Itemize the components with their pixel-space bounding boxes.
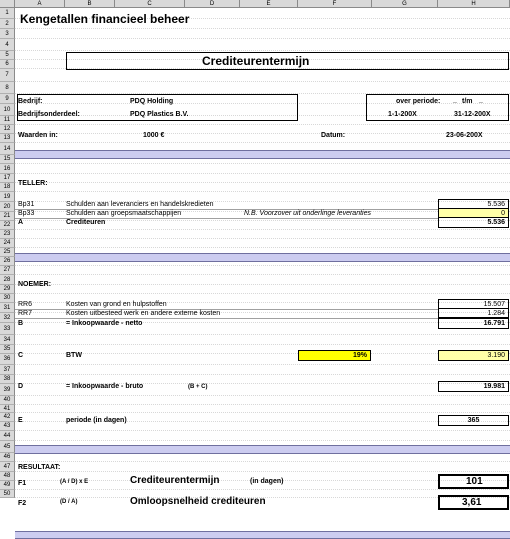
row-header[interactable]: 21 xyxy=(0,212,15,221)
btw-percentage-input[interactable]: 19% xyxy=(298,350,371,361)
periode-to[interactable]: 31-12-200X xyxy=(454,111,491,118)
f1-label: Crediteurentermijn xyxy=(130,475,220,486)
row-header[interactable]: 37 xyxy=(0,365,15,375)
gridline xyxy=(15,293,510,294)
gridline xyxy=(15,238,510,239)
row-header[interactable]: 41 xyxy=(0,405,15,413)
f2-value: 3,61 xyxy=(462,497,482,508)
onderdeel-value[interactable]: PDQ Plastics B.V. xyxy=(130,111,189,118)
datum-value[interactable]: 23-06-200X xyxy=(446,132,483,139)
row-header[interactable]: 4 xyxy=(0,39,15,51)
noemer-heading: NOEMER: xyxy=(18,281,52,288)
f1-value: 101 xyxy=(466,476,483,487)
periode-label: over periode: xyxy=(396,98,441,105)
row-header[interactable]: 17 xyxy=(0,174,15,183)
column-header[interactable]: F xyxy=(298,0,372,8)
row-header[interactable]: 9 xyxy=(0,94,15,104)
rr6-code: RR6 xyxy=(18,301,33,308)
gridline xyxy=(15,404,510,405)
column-header[interactable]: E xyxy=(240,0,298,8)
resultaat-heading: RESULTAAT: xyxy=(18,464,61,471)
gridline xyxy=(15,265,510,266)
bedrijf-label: Bedrijf: xyxy=(18,98,43,105)
separator-band xyxy=(15,253,510,262)
gridline xyxy=(15,133,510,134)
gridline xyxy=(15,471,510,472)
f2-formula: (D / A) xyxy=(60,499,78,505)
bp31-label: Schulden aan leveranciers en handelskredieten xyxy=(66,201,214,208)
row-header[interactable]: 35 xyxy=(0,345,15,354)
rr7-value[interactable]: 1.284 xyxy=(438,308,509,318)
row-header[interactable]: 40 xyxy=(0,396,15,405)
row-header[interactable]: 19 xyxy=(0,192,15,202)
b-code: B xyxy=(18,320,24,327)
row-header[interactable]: 50 xyxy=(0,490,15,498)
row-header[interactable]: 15 xyxy=(0,155,15,164)
gridline xyxy=(15,182,510,183)
bp33-note: N.B. Voorzover uit onderlinge leveranties xyxy=(244,210,371,217)
column-header[interactable]: C xyxy=(115,0,185,8)
d-code: D xyxy=(18,383,24,390)
row-header[interactable]: 26 xyxy=(0,257,15,266)
periode-tm: t/m xyxy=(462,98,473,105)
row-header[interactable]: 7 xyxy=(0,69,15,82)
f2-code: F2 xyxy=(18,500,27,507)
row-header[interactable]: 33 xyxy=(0,323,15,335)
a-value: 5.536 xyxy=(438,217,509,228)
gridline xyxy=(15,284,510,285)
row-header[interactable]: 42 xyxy=(0,413,15,422)
bp33-code: Bp33 xyxy=(18,210,35,217)
f2-label: Omloopsnelheid crediteuren xyxy=(130,496,266,507)
row-header[interactable]: 27 xyxy=(0,266,15,275)
row-header[interactable]: 25 xyxy=(0,248,15,257)
waarden-value[interactable]: 1000 € xyxy=(143,132,165,139)
bedrijf-value[interactable]: PDQ Holding xyxy=(130,98,174,105)
d-formula: (B + C) xyxy=(188,384,208,390)
row-header[interactable]: 47 xyxy=(0,462,15,472)
row-header[interactable]: 36 xyxy=(0,354,15,365)
row-header[interactable]: 28 xyxy=(0,275,15,285)
row-header[interactable]: 45 xyxy=(0,441,15,453)
column-header[interactable]: G xyxy=(372,0,438,8)
e-code: E xyxy=(18,417,23,424)
f1-unit: (in dagen) xyxy=(250,478,284,485)
bp31-code: Bp31 xyxy=(18,201,35,208)
rr6-value[interactable]: 15.507 xyxy=(438,299,509,309)
section-subtitle: Crediteurentermijn xyxy=(202,54,310,68)
row-header[interactable]: 48 xyxy=(0,472,15,481)
row-header[interactable]: 8 xyxy=(0,82,15,94)
datum-label: Datum: xyxy=(321,132,346,139)
rr7-code: RR7 xyxy=(18,310,33,317)
row-header[interactable]: 34 xyxy=(0,335,15,345)
gridline xyxy=(15,440,510,441)
column-header[interactable]: A xyxy=(15,0,65,8)
rr7-label: Kosten uitbesteed werk en andere externe kosten xyxy=(66,310,221,317)
rr6-label: Kosten van grond en hulpstoffen xyxy=(66,301,167,308)
row-header[interactable]: 44 xyxy=(0,431,15,441)
row-header[interactable]: 1 xyxy=(0,8,15,19)
d-value: 19.981 xyxy=(438,381,509,392)
separator-band xyxy=(15,445,510,454)
d-label: = Inkoopwaarde - bruto xyxy=(66,383,144,390)
gridline xyxy=(15,364,510,365)
gridline xyxy=(15,412,510,413)
c-label: BTW xyxy=(66,352,82,359)
row-header[interactable]: 20 xyxy=(0,202,15,212)
row-header[interactable]: 2 xyxy=(0,19,15,29)
bp33-value[interactable]: 0 xyxy=(438,208,509,218)
gridline xyxy=(15,430,510,431)
row-header[interactable]: 5 xyxy=(0,51,15,60)
gridline xyxy=(15,489,510,490)
gridline xyxy=(15,395,510,396)
gridline xyxy=(15,334,510,335)
row-header[interactable]: 12 xyxy=(0,125,15,134)
gridline xyxy=(15,163,510,164)
gridline xyxy=(15,344,510,345)
row-header[interactable]: 39 xyxy=(0,384,15,396)
gridline xyxy=(15,353,510,354)
b-value: 16.791 xyxy=(438,318,509,329)
gridline xyxy=(15,229,510,230)
column-header[interactable]: H xyxy=(438,0,510,8)
column-header[interactable]: D xyxy=(185,0,240,8)
bp33-label: Schulden aan groepsmaatschappijen xyxy=(66,210,182,217)
gridline xyxy=(15,142,510,143)
a-code: A xyxy=(18,219,24,226)
row-header[interactable]: 38 xyxy=(0,375,15,384)
gridline xyxy=(15,124,510,125)
gridline xyxy=(15,461,510,462)
b-label: = Inkoopwaarde - netto xyxy=(66,320,143,327)
gridline xyxy=(15,274,510,275)
periode-from[interactable]: 1-1-200X xyxy=(388,111,417,118)
row-header[interactable]: 22 xyxy=(0,221,15,230)
page-title: Kengetallen financieel beheer xyxy=(20,12,190,26)
row-header[interactable]: 23 xyxy=(0,230,15,239)
waarden-label: Waarden in: xyxy=(18,132,58,139)
periode-blank-2: _ xyxy=(479,97,483,104)
gridline xyxy=(15,191,510,192)
row-header[interactable]: 30 xyxy=(0,294,15,303)
separator-band xyxy=(15,150,510,159)
gridline xyxy=(15,173,510,174)
row-header[interactable]: 31 xyxy=(0,303,15,313)
onderdeel-label: Bedrijfsonderdeel: xyxy=(18,111,80,118)
row-header[interactable]: 13 xyxy=(0,134,15,143)
c-value: 3.190 xyxy=(438,350,509,361)
row-header[interactable]: 46 xyxy=(0,453,15,462)
row-header[interactable]: 14 xyxy=(0,143,15,155)
f1-formula: (A / D) x E xyxy=(60,479,89,485)
row-header[interactable]: 6 xyxy=(0,60,15,69)
f1-code: F1 xyxy=(18,480,27,487)
row-header[interactable]: 18 xyxy=(0,183,15,192)
row-header[interactable]: 49 xyxy=(0,481,15,490)
gridline xyxy=(15,81,510,82)
bp31-value[interactable]: 5.536 xyxy=(438,199,509,209)
teller-heading: TELLER: xyxy=(18,180,48,187)
row-header[interactable]: 10 xyxy=(0,104,15,116)
row-header[interactable]: 29 xyxy=(0,285,15,294)
a-label: Crediteuren xyxy=(66,219,106,226)
row-header[interactable]: 43 xyxy=(0,422,15,431)
row-header[interactable]: 32 xyxy=(0,313,15,323)
e-value[interactable]: 365 xyxy=(438,415,509,426)
select-all-corner[interactable] xyxy=(0,0,15,8)
gridline xyxy=(15,247,510,248)
row-header[interactable]: 11 xyxy=(0,116,15,125)
gridline xyxy=(15,50,510,51)
c-code: C xyxy=(18,352,24,359)
gridline xyxy=(15,28,510,29)
column-header[interactable]: B xyxy=(65,0,115,8)
row-header[interactable]: 24 xyxy=(0,239,15,248)
row-header[interactable]: 16 xyxy=(0,164,15,174)
gridline xyxy=(15,374,510,375)
periode-blank-1: _ xyxy=(453,97,457,104)
row-header[interactable]: 3 xyxy=(0,29,15,39)
separator-band xyxy=(15,531,510,539)
e-label: periode (in dagen) xyxy=(66,417,127,424)
gridline xyxy=(15,38,510,39)
